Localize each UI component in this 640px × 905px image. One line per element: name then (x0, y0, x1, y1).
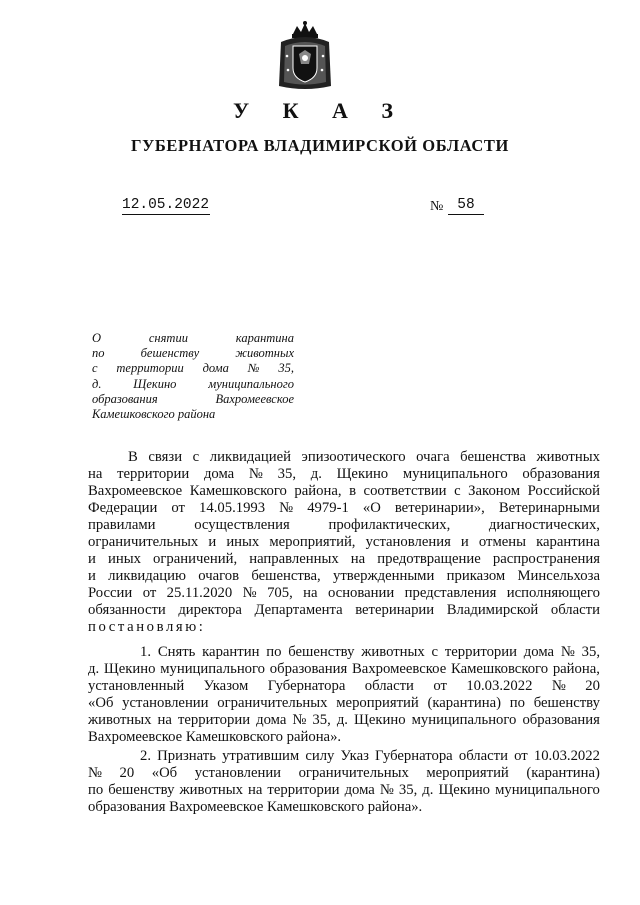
vladimir-coat-of-arms-icon (275, 20, 335, 92)
word: и (208, 534, 217, 550)
word: с (192, 449, 200, 465)
paragraph-line (88, 782, 600, 799)
word: образования (269, 661, 348, 677)
word: профилактических, (328, 517, 451, 533)
word: от (514, 748, 528, 764)
word: № (248, 466, 263, 482)
word: Указ (340, 748, 369, 764)
word: с (431, 644, 439, 660)
preamble-paragraph (88, 449, 600, 636)
word: Камешковского (450, 661, 549, 677)
word: 35, (312, 712, 331, 728)
word: № (379, 782, 394, 798)
paragraph-line (88, 765, 600, 782)
word: Щекино (354, 712, 406, 728)
word: распространения (492, 551, 600, 567)
word: 20 (119, 765, 135, 781)
word: территории (117, 466, 190, 482)
word: 35, (398, 782, 418, 798)
word: Указом (203, 678, 249, 694)
word: и (88, 551, 96, 567)
word: утвержденными (332, 568, 435, 584)
word: № (292, 712, 307, 728)
word: дома (202, 361, 229, 376)
word: дома (344, 782, 375, 798)
word: 10.03.2022 (466, 678, 533, 694)
word: муниципального (411, 712, 517, 728)
word: (карантина) (427, 695, 502, 711)
topic-line (92, 392, 294, 407)
word: предотвращение (377, 551, 481, 567)
paragraph-line (88, 729, 600, 746)
paragraph-line (88, 517, 600, 534)
word: района, (294, 483, 342, 499)
topic-line (92, 361, 294, 376)
word: муниципального (208, 376, 294, 391)
word: Вахромеевское (352, 661, 447, 677)
word: ограничений, (153, 551, 238, 567)
word: ограничительных (88, 534, 199, 550)
word: и (88, 568, 96, 584)
word: ветеринарии», (394, 500, 485, 516)
word: дома (523, 644, 555, 660)
word: области (364, 678, 414, 694)
word: на (88, 466, 103, 482)
paragraph-line (88, 661, 600, 678)
word: «Об (151, 765, 178, 781)
paragraph-line (88, 568, 600, 585)
word: В (128, 449, 138, 465)
word: правилами (88, 517, 156, 533)
paragraph-line (88, 551, 600, 568)
word: обязанности (88, 602, 166, 618)
word: установлении (122, 695, 209, 711)
word: 14.05.1993 (199, 500, 266, 516)
document-topic (92, 331, 294, 422)
word: иных (226, 534, 260, 550)
word: образования Вахромеевское Камешковского района». (88, 799, 423, 815)
document-title: У К А З (232, 98, 408, 123)
word: диагностических, (488, 517, 600, 533)
word: бешенства (460, 449, 526, 465)
word: 10.03.2022 (533, 748, 600, 764)
word: по (266, 644, 282, 660)
word: приказом (446, 568, 506, 584)
word: муниципального (402, 466, 508, 482)
word: 4979-1 (307, 500, 349, 516)
word: д. (336, 712, 348, 728)
item-2-paragraph (88, 748, 600, 816)
word: карантин (202, 644, 260, 660)
word: бешенству (140, 346, 200, 361)
word: установлении (194, 765, 282, 781)
word: д. (92, 376, 102, 391)
document-subtitle: ГУБЕРНАТОРА ВЛАДИМИРСКОЙ ОБЛАСТИ (131, 136, 509, 155)
word: № (279, 500, 294, 516)
word: с (454, 483, 461, 499)
word: Минсельхоза (517, 568, 600, 584)
paragraph-line (88, 483, 600, 500)
word: территории (267, 782, 340, 798)
word: России (88, 585, 133, 601)
word: направленных (249, 551, 339, 567)
word: 35, (278, 361, 294, 376)
paragraph-line (88, 500, 600, 517)
word: по (88, 782, 104, 798)
word: Вахромеевское (88, 483, 183, 499)
word: от (171, 500, 185, 516)
paragraph-line (88, 712, 600, 729)
word: на (303, 585, 318, 601)
word: на (248, 782, 263, 798)
word: животных (88, 712, 152, 728)
word: мероприятий, (269, 534, 356, 550)
word: Камешковского района (92, 407, 216, 422)
word: иных (107, 551, 141, 567)
word: д. (422, 782, 434, 798)
paragraph-line (88, 449, 600, 466)
paragraph-line (88, 678, 600, 695)
paragraph-line (88, 466, 600, 483)
word: муниципального (495, 782, 600, 798)
word: силу (305, 748, 335, 764)
word: мероприятий (426, 765, 509, 781)
word: соответствии (363, 483, 447, 499)
word: территории (177, 712, 251, 728)
paragraph-line (88, 695, 600, 712)
word: бешенства, (251, 568, 321, 584)
word: эпизоотического (301, 449, 406, 465)
word: № (560, 644, 575, 660)
word: Ветеринарными (498, 500, 600, 516)
word: очагов (198, 568, 240, 584)
word: муниципального (160, 661, 266, 677)
word: 35, (277, 466, 297, 482)
word: д. (88, 661, 100, 677)
word: ограничительных (298, 765, 409, 781)
word: Губернатора (375, 748, 453, 764)
word: О (92, 331, 102, 345)
word: ветеринарии (355, 602, 435, 618)
paragraph-line (88, 644, 600, 661)
word: образования (92, 391, 158, 406)
word: Признать (157, 748, 216, 764)
word: 705, (267, 585, 293, 601)
word: 1. (140, 644, 152, 660)
word: мероприятий (336, 695, 419, 711)
word: животных (235, 346, 294, 361)
document-body (88, 449, 600, 816)
word: представления (404, 585, 497, 601)
word: 35, (581, 644, 600, 660)
word: д. (310, 466, 322, 482)
word: территории (116, 361, 184, 376)
word: области (550, 602, 600, 618)
word: 25.11.2020 (166, 585, 233, 601)
word: образования (522, 466, 600, 482)
word: дома (203, 466, 235, 482)
word: ликвидацию (108, 568, 186, 584)
word: Губернатора (267, 678, 346, 694)
word: осуществления (194, 517, 290, 533)
word: бешенству (108, 782, 175, 798)
word: № (88, 765, 103, 781)
word: очага (416, 449, 450, 465)
word: животных (179, 782, 243, 798)
word: Камешковского (189, 483, 287, 499)
word: 20 (585, 678, 600, 694)
word: «Об (88, 695, 114, 711)
word: № (242, 585, 257, 601)
word: Российской (527, 483, 600, 499)
word: области (458, 748, 508, 764)
word: и (460, 534, 469, 550)
word: Федерации (88, 500, 158, 516)
word: территории (444, 644, 517, 660)
word: директора (178, 602, 242, 618)
word: основании (327, 585, 395, 601)
word: Щекино (133, 376, 177, 391)
word: животных (361, 644, 425, 660)
word: Щекино (336, 466, 389, 482)
word: по (92, 346, 105, 361)
word: от (142, 585, 157, 601)
word: в (349, 483, 356, 499)
word: карантина (536, 534, 600, 550)
word: с (92, 361, 98, 376)
word: (карантина) (526, 765, 600, 781)
word: постановляю: (88, 619, 206, 635)
word: Снять (157, 644, 196, 660)
word: образования (522, 712, 600, 728)
document-number: 58 (448, 197, 484, 215)
paragraph-line (88, 602, 600, 619)
word: снятии (148, 331, 188, 345)
word: ограничительных (217, 695, 328, 711)
word: «О (362, 500, 381, 516)
paragraph-line (88, 748, 600, 765)
word: бешенству (533, 695, 600, 711)
word: бешенству (288, 644, 355, 660)
word: установленный (88, 678, 185, 694)
word: района, (552, 661, 600, 677)
word: дома (256, 712, 287, 728)
word: утратившим (222, 748, 300, 764)
word: 2. (140, 748, 152, 764)
word: № (551, 678, 566, 694)
word: исполняющего (506, 585, 600, 601)
word: ликвидацией (209, 449, 291, 465)
word: отмены (478, 534, 527, 550)
paragraph-line (88, 619, 600, 636)
word: Щекино (103, 661, 156, 677)
word: от (433, 678, 447, 694)
word: Вахромеевское (215, 391, 294, 406)
item-1-paragraph (88, 644, 600, 746)
number-label: № (430, 199, 444, 214)
topic-line (92, 377, 294, 392)
word: связи (148, 449, 183, 465)
word: Департамента (254, 602, 343, 618)
word: на (350, 551, 366, 567)
document-date: 12.05.2022 (122, 197, 210, 213)
paragraph-line (88, 585, 600, 602)
topic-line (92, 407, 294, 422)
paragraph-line (88, 534, 600, 551)
paragraph-line (88, 799, 600, 816)
topic-line (92, 331, 294, 346)
word: Законом (468, 483, 521, 499)
word: Владимирской (446, 602, 539, 618)
word: № (247, 361, 260, 376)
word: по (509, 695, 526, 711)
word: установления (365, 534, 451, 550)
word: на (157, 712, 172, 728)
word: Щекино (438, 782, 491, 798)
topic-line (92, 346, 294, 361)
word: карантина (235, 331, 294, 345)
word: животных (536, 449, 600, 465)
word: Вахромеевское Камешковского района». (88, 729, 342, 745)
